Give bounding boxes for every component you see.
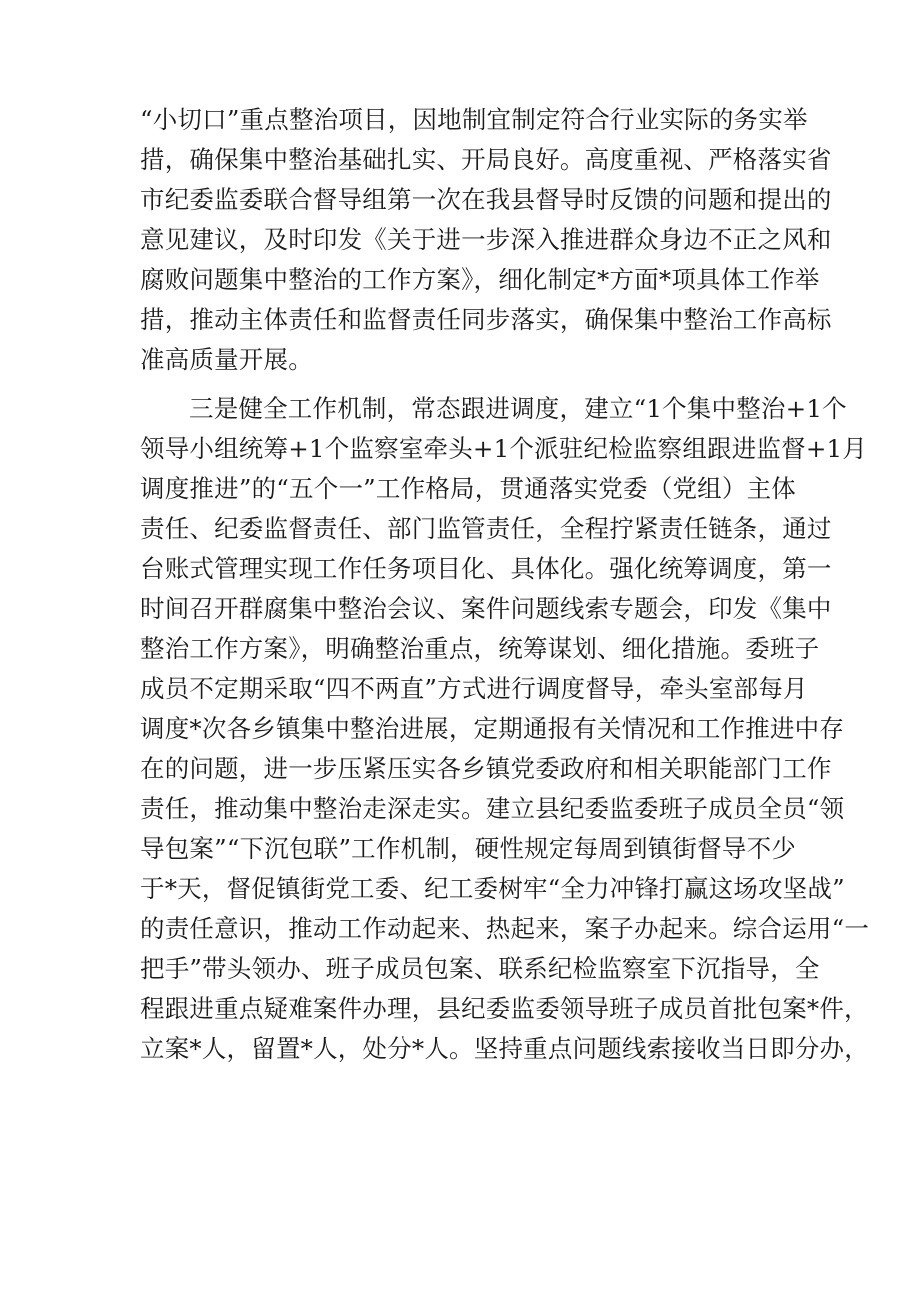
paragraph-1 bbox=[140, 100, 832, 380]
text-line: 的责任意识，推动工作动起来、热起来，案子办起来。综合运用“一 bbox=[140, 914, 870, 943]
text-line: 调度*次各乡镇集中整治进展，定期通报有关情况和工作推进中存 bbox=[140, 714, 845, 743]
paragraph-gap bbox=[140, 380, 796, 389]
text-line: 领导小组统筹+1个监察室牵头+1个派驻纪检监察组跟进监督+1月 bbox=[140, 434, 868, 463]
text-line: 措，确保集中整治基础扎实、开局良好。高度重视、严格落实省 bbox=[140, 145, 832, 174]
text-line: 导包案”“下沉包联”工作机制，硬性规定每周到镇街督导不少 bbox=[140, 834, 796, 863]
text-line: 腐败问题集中整治的工作方案》，细化制定*方面*项具体工作举 bbox=[140, 265, 820, 294]
document-body bbox=[140, 100, 870, 1069]
text-line: 台账式管理实现工作任务项目化、具体化。强化统筹调度，第一 bbox=[140, 554, 832, 583]
text-line: 三是健全工作机制，常态跟进调度，建立“1个集中整治+1个 bbox=[189, 394, 847, 423]
text-line: 在的问题，进一步压紧压实各乡镇党委政府和相关职能部门工作 bbox=[140, 754, 832, 783]
paragraph-2 bbox=[140, 389, 870, 1069]
text-line: 意见建议，及时印发《关于进一步深入推进群众身边不正之风和 bbox=[140, 225, 832, 254]
text-line: 责任、纪委监督责任、部门监管责任，全程拧紧责任链条，通过 bbox=[140, 514, 832, 543]
text-line: 时间召开群腐集中整治会议、案件问题线索专题会，印发《集中 bbox=[140, 594, 832, 623]
text-line: 措，推动主体责任和监督责任同步落实，确保集中整治工作高标 bbox=[140, 305, 832, 334]
text-line: 程跟进重点疑难案件办理，县纪委监委领导班子成员首批包案*件， bbox=[140, 994, 869, 1023]
text-line: 成员不定期采取“四不两直”方式进行调度督导，牵头室部每月 bbox=[140, 674, 808, 703]
text-line: 调度推进”的“五个一”工作格局，贯通落实党委（党组）主体 bbox=[140, 474, 796, 503]
text-line: 整治工作方案》，明确整治重点，统筹谋划、细化措施。委班子 bbox=[140, 634, 820, 663]
text-line: 市纪委监委联合督导组第一次在我县督导时反馈的问题和提出的 bbox=[140, 185, 832, 214]
text-line: “小切口”重点整治项目，因地制宜制定符合行业实际的务实举 bbox=[140, 105, 808, 134]
text-line: 把手”带头领办、班子成员包案、联系纪检监察室下沉指导，全 bbox=[140, 954, 820, 983]
text-line: 责任，推动集中整治走深走实。建立县纪委监委班子成员全员“领 bbox=[140, 794, 845, 823]
text-line: 准高质量开展。 bbox=[140, 345, 313, 374]
text-line: 立案*人，留置*人，处分*人。坚持重点问题线索接收当日即分办， bbox=[140, 1034, 869, 1063]
text-line: 于*天，督促镇街党工委、纪工委树牢“全力冲锋打赢这场攻坚战” bbox=[140, 874, 845, 903]
